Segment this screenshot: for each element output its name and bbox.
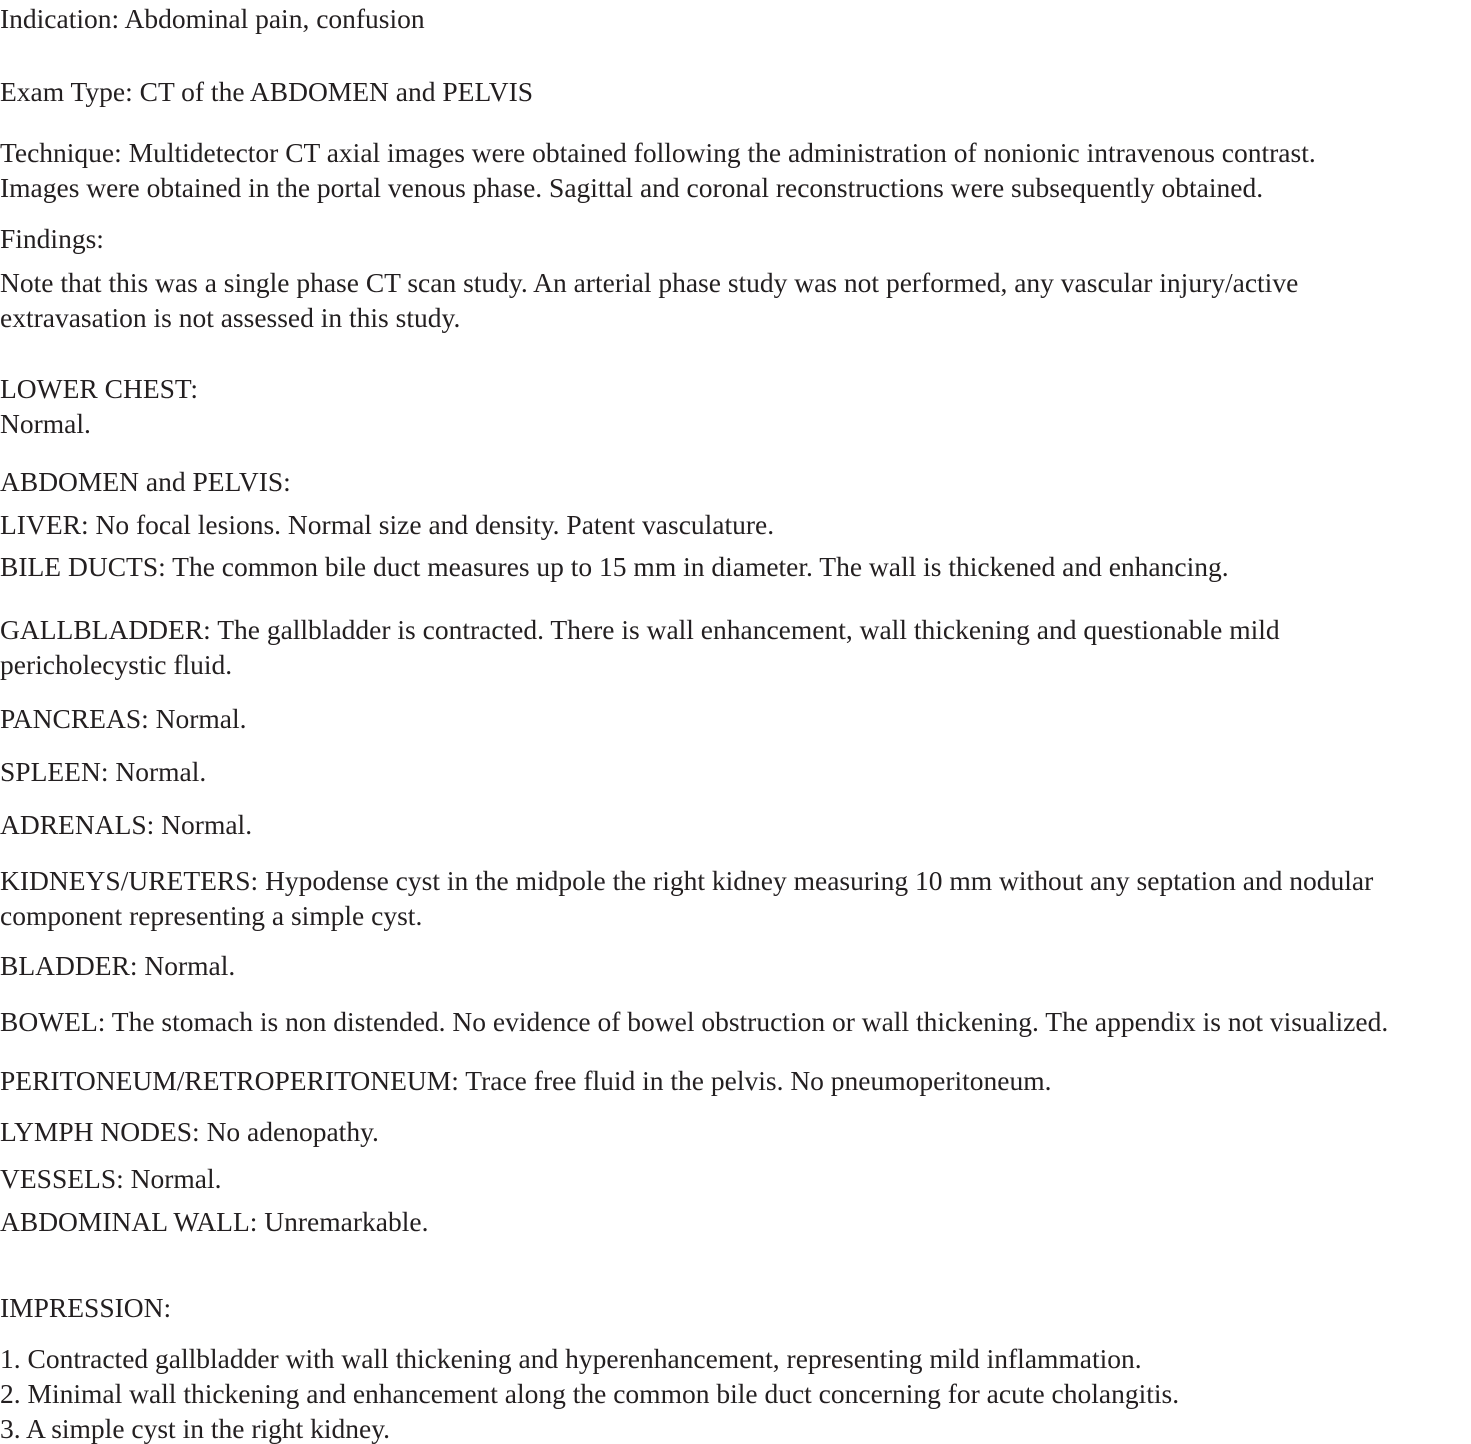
findings-note-line-2: extravasation is not assessed in this study. xyxy=(0,302,461,333)
lower-chest-text: Normal. xyxy=(0,408,91,439)
gallbladder-line-1: GALLBLADDER: The gallbladder is contracted. There is wall enhancement, wall thickening and questionable mild xyxy=(0,614,1280,645)
peritoneum-line: PERITONEUM/RETROPERITONEUM: Trace free fluid in the pelvis. No pneumoperitoneum. xyxy=(0,1065,1052,1096)
abdominal-wall-line: ABDOMINAL WALL: Unremarkable. xyxy=(0,1206,429,1237)
findings-note-line-1: Note that this was a single phase CT scan study. An arterial phase study was not performed, any vascular injury/active xyxy=(0,267,1299,298)
adrenals-line: ADRENALS: Normal. xyxy=(0,809,253,840)
bowel-line: BOWEL: The stomach is non distended. No evidence of bowel obstruction or wall thickening. The appendix is not visualized. xyxy=(0,1006,1389,1037)
indication-line: Indication: Abdominal pain, confusion xyxy=(0,3,425,34)
findings-heading: Findings: xyxy=(0,223,104,254)
vessels-line: VESSELS: Normal. xyxy=(0,1163,222,1194)
gallbladder-line-2: pericholecystic fluid. xyxy=(0,649,233,680)
impression-heading: IMPRESSION: xyxy=(0,1292,172,1323)
impression-item-3: 3. A simple cyst in the right kidney. xyxy=(0,1413,391,1444)
lower-chest-heading: LOWER CHEST: xyxy=(0,373,198,404)
pancreas-line: PANCREAS: Normal. xyxy=(0,703,247,734)
impression-item-2: 2. Minimal wall thickening and enhancement along the common bile duct concerning for acute cholangitis. xyxy=(0,1378,1180,1409)
kidneys-line-2: component representing a simple cyst. xyxy=(0,900,423,931)
liver-line: LIVER: No focal lesions. Normal size and density. Patent vasculature. xyxy=(0,509,775,540)
spleen-line: SPLEEN: Normal. xyxy=(0,756,207,787)
impression-item-1: 1. Contracted gallbladder with wall thickening and hyperenhancement, representing mild inflammation. xyxy=(0,1343,1142,1374)
lymph-nodes-line: LYMPH NODES: No adenopathy. xyxy=(0,1116,379,1147)
exam-type-line: Exam Type: CT of the ABDOMEN and PELVIS xyxy=(0,76,534,107)
technique-line-2: Images were obtained in the portal venous phase. Sagittal and coronal reconstructions were subsequently obtained. xyxy=(0,172,1264,203)
bile-ducts-line: BILE DUCTS: The common bile duct measures up to 15 mm in diameter. The wall is thickened and enhancing. xyxy=(0,551,1229,582)
abdomen-pelvis-heading: ABDOMEN and PELVIS: xyxy=(0,466,291,497)
kidneys-line-1: KIDNEYS/URETERS: Hypodense cyst in the midpole the right kidney measuring 10 mm without any septation and nodular xyxy=(0,865,1374,896)
bladder-line: BLADDER: Normal. xyxy=(0,950,236,981)
technique-line-1: Technique: Multidetector CT axial images were obtained following the administration of nonionic intravenous contrast. xyxy=(0,137,1316,168)
